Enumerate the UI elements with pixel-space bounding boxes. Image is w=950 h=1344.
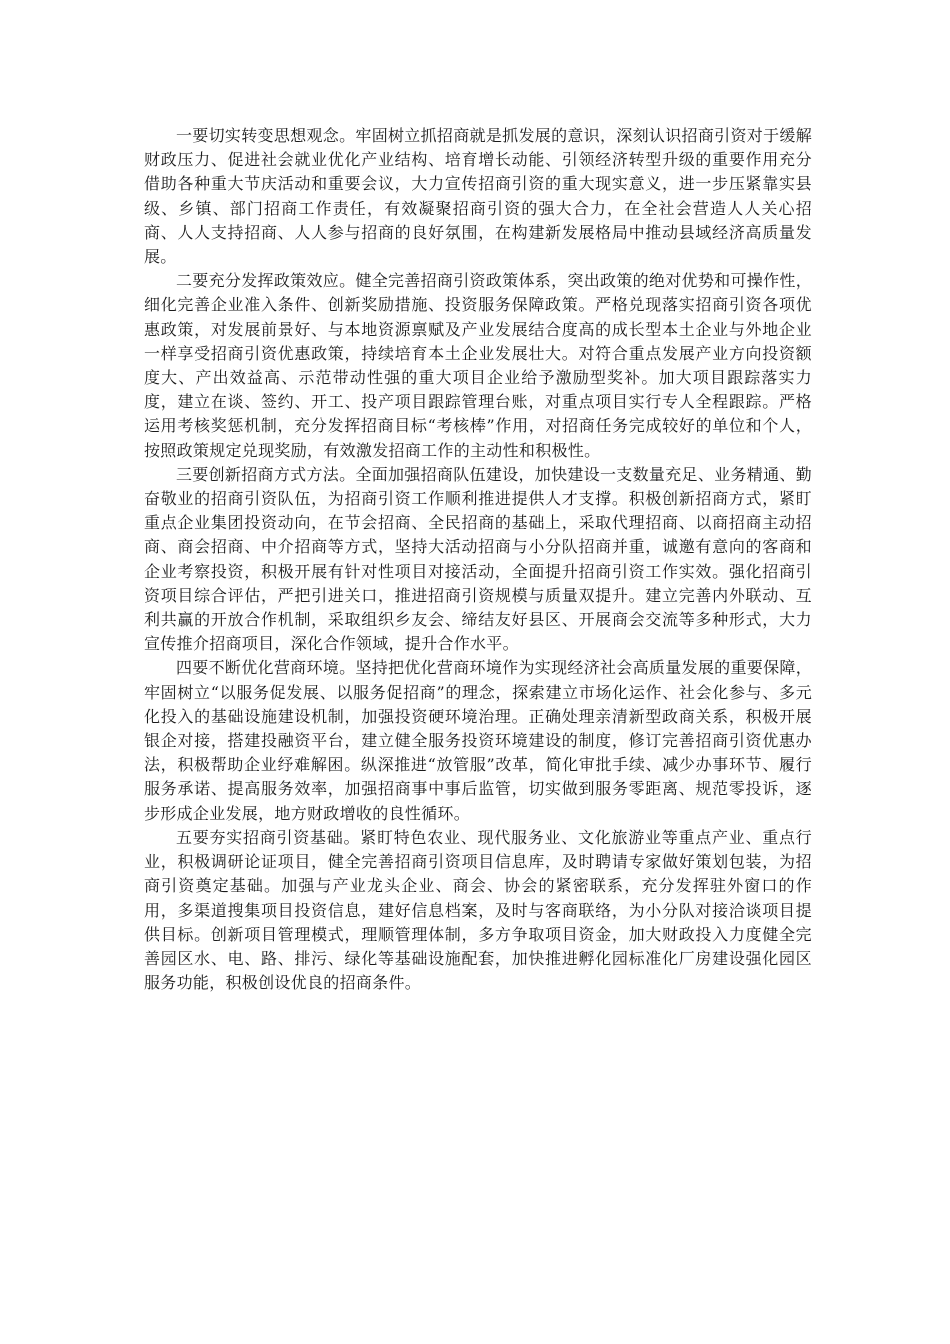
paragraph-foundation: 五要夯实招商引资基础。紧盯特色农业、现代服务业、文化旅游业等重点产业、重点行业，积极调研论证项目，健全完善招商引资项目信息库，及时聘请专家做好策划包装，为招商引资奠定基础。加强与产业龙头企业、商会、协会的紧密联系，充分发挥驻外窗口的作用，多渠道搜集项目投资信息，建好信息档案，及时与客商联络，为小分队对接洽谈项目提供目标。创新项目管理模式，理顺管理体制，多方争取项目资金，加大财政投入力度健全完善园区水、电、路、排污、绿化等基础设施配套，加快推进孵化园标准化厂房建设强化园区服务功能，积极创设优良的招商条件。 <box>144 827 812 993</box>
paragraph-methods: 三要创新招商方式方法。全面加强招商队伍建设，加快建设一支数量充足、业务精通、勤奋敬业的招商引资队伍，为招商引资工作顺利推进提供人才支撑。积极创新招商方式，紧盯重点企业集团投资动向，在节会招商、全民招商的基础上，采取代理招商、以商招商主动招商、商会招商、中介招商等方式，坚持大活动招商与小分队招商并重，诚邀有意向的客商和企业考察投资，积极开展有针对性项目对接活动，全面提升招商引资工作实效。强化招商引资项目综合评估，严把引进关口，推进招商引资规模与质量双提升。建立完善内外联动、互利共赢的开放合作机制，采取组织乡友会、缔结友好县区、开展商会交流等多种形式，大力宣传推介招商项目，深化合作领域，提升合作水平。 <box>144 464 812 654</box>
paragraph-thinking: 一要切实转变思想观念。牢固树立抓招商就是抓发展的意识，深刻认识招商引资对于缓解财政压力、促进社会就业优化产业结构、培育增长动能、引领经济转型升级的重要作用充分借助各种重大节庆活动和重要会议，大力宣传招商引资的重大现实意义，进一步压紧靠实县级、乡镇、部门招商工作责任，有效凝聚招商引资的强大合力，在全社会营造人人关心招商、人人支持招商、人人参与招商的良好氛围，在构建新发展格局中推动县域经济高质量发展。 <box>144 126 812 267</box>
document-page <box>144 124 812 995</box>
paragraph-environment: 四要不断优化营商环境。坚持把优化营商环境作为实现经济社会高质量发展的重要保障，牢固树立“以服务促发展、以服务促招商”的理念，探索建立市场化运作、社会化参与、多元化投入的基础设施建设机制，加强投资硬环境治理。正确处理亲清新型政商关系，积极开展银企对接，搭建投融资平台，建立健全服务投资环境建设的制度，修订完善招商引资优惠办法，积极帮助企业纾难解困。纵深推进“放管服”改革，简化审批手续、减少办事环节、履行服务承诺、提高服务效率，加强招商事中事后监管，切实做到服务零距离、规范零投诉，逐步形成企业发展，地方财政增收的良性循环。 <box>144 658 812 823</box>
paragraph-policy: 二要充分发挥政策效应。健全完善招商引资政策体系，突出政策的绝对优势和可操作性，细化完善企业准入条件、创新奖励措施、投资服务保障政策。严格兑现落实招商引资各项优惠政策，对发展前景好、与本地资源禀赋及产业发展结合度高的成长型本土企业与外地企业一样享受招商引资优惠政策，持续培育本土企业发展壮大。对符合重点发展产业方向投资额度大、产出效益高、示范带动性强的重大项目企业给予激励型奖补。加大项目跟踪落实力度，建立在谈、签约、开工、投产项目跟踪管理台账，对重点项目实行专人全程跟踪。严格运用考核奖惩机制，充分发挥招商目标“考核棒”作用，对招商任务完成较好的单位和个人，按照政策规定兑现奖励，有效激发招商工作的主动性和积极性。 <box>144 271 812 460</box>
